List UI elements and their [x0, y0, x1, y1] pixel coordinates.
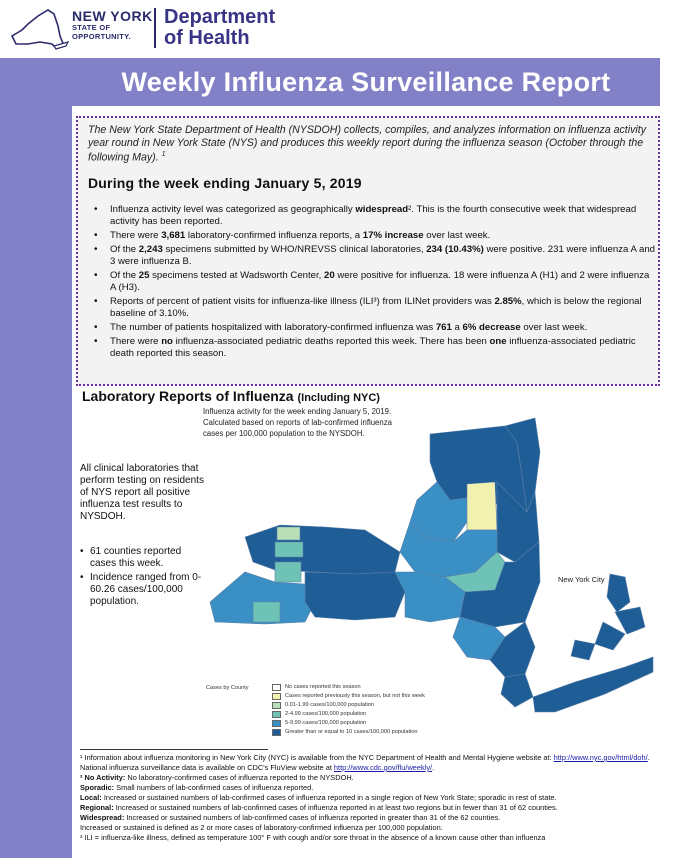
lab-description: All clinical laboratories that perform testing on residents of NYS report all positive influenza test results to NYSDOH.: [80, 463, 204, 522]
legend-swatch: [272, 711, 281, 718]
footnote-local: Local: Increased or sustained numbers of lab-confirmed cases of influenza reported in a single region of New York State; sporadic in rest of state.: [80, 793, 557, 802]
week-heading: During the week ending January 5, 2019: [88, 175, 362, 191]
intro-text: The New York State Department of Health (NYSDOH) collects, compiles, and analyzes information on influenza activity year round in New York State (NYS) and produces this weekly report during the influenza season (October through the following May).: [88, 124, 646, 164]
legend-label: 2-4.99 cases/100,000 population: [285, 711, 367, 717]
doh-wordmark: [164, 7, 275, 49]
map-region-staten-island: [571, 640, 595, 660]
legend-swatch: [272, 702, 281, 709]
lab-section-title-sub: (Including NYC): [297, 392, 380, 404]
new-york-state-outline-logo: [8, 6, 70, 52]
map-region-cattaraugus: [253, 602, 280, 622]
lab-section-title-main: Laboratory Reports of Influenza: [82, 388, 294, 404]
footnote-widespread: Widespread: Increased or sustained numbers of lab-confirmed cases of influenza reported in greater than 31 of the 62 counties.: [80, 813, 501, 822]
legend-row: [272, 719, 366, 727]
map-caption: [203, 406, 483, 439]
nys-wordmark-line2: STATE OF: [72, 23, 111, 32]
summary-bullet: • Influenza activity level was categorized as geographically widespread². This is the fourth consecutive week that widespread activity has been reported.: [90, 204, 656, 228]
legend-swatch: [272, 729, 281, 736]
nys-wordmark-line1: NEW YORK: [72, 8, 153, 24]
nys-wordmark: [72, 9, 153, 40]
map-region-genesee: [275, 542, 303, 557]
footnote-regional: Regional: Increased or sustained numbers of lab-confirmed cases of influenza reported in at least two regions but in fewer than 31 of 62 counties.: [80, 803, 558, 812]
lab-bullet: • 61 counties reported cases this week.: [80, 546, 210, 570]
summary-bullet: • There were no influenza-associated pediatric deaths reported this week. There has been one influenza-associated pediatric death reported this season.: [90, 336, 656, 360]
legend-label: Greater than or equal to 10 cases/100,000 population: [285, 729, 418, 735]
footnote-increased: Increased or sustained is defined as 2 or more cases of laboratory-confirmed influenza per 100,000 population.: [80, 823, 443, 832]
footnotes: [80, 753, 660, 843]
lab-bullets: [80, 546, 210, 610]
cdc-fluview-link[interactable]: http://www.cdc.gov/flu/weekly/: [333, 763, 433, 772]
map-region-brooklyn: [595, 622, 625, 650]
map-region-wyoming: [275, 562, 301, 582]
map-caption-line: Calculated based on reports of lab-confirmed influenza: [203, 418, 392, 427]
doh-wordmark-line1: Department: [164, 6, 276, 28]
map-region-long-island: [533, 657, 653, 712]
map-region-hamilton: [467, 482, 497, 530]
map-region-queens: [615, 607, 645, 634]
summary-bullets: [90, 204, 656, 362]
doh-wordmark-line2: of Health: [164, 27, 250, 49]
map-region-finger-lakes: [305, 572, 405, 620]
legend-row: [272, 710, 366, 718]
page-title: Weekly Influenza Surveillance Report: [121, 66, 611, 97]
summary-box: [76, 116, 660, 386]
summary-bullet: • There were 3,681 laboratory-confirmed influenza reports, a 17% increase over last week.: [90, 230, 656, 242]
lab-section-title: [82, 388, 380, 404]
legend-row: [272, 692, 425, 700]
nyc-map-label: New York City: [558, 575, 605, 584]
left-accent-bar: [0, 58, 72, 858]
map-region-orleans: [277, 527, 300, 540]
footnote-3: ³ ILI = influenza-like illness, defined as temperature 100° F with cough and/or sore throat in the absence of a known cause other than influenza: [80, 833, 546, 842]
intro-paragraph: [88, 124, 654, 164]
footnote-1: ¹ Information about influenza monitoring in New York City (NYC) is available from the NYC Department of Health and Mental Hygiene website at: http://www.nyc.gov/html/doh/. National influenza surveillance data is available on CDC's FluView website at http://www.cdc.gov/flu/weekly/.: [80, 753, 650, 772]
map-caption-line: Influenza activity for the week ending January 5, 2019.: [203, 407, 392, 416]
footnote-divider: [80, 749, 268, 750]
map-caption-line: cases per 100,000 population to the NYSDOH.: [203, 429, 365, 438]
legend-swatch: [272, 693, 281, 700]
summary-bullet: • Of the 25 specimens tested at Wadsworth Center, 20 were positive for influenza. 18 were influenza A (H1) and 2 were influenza A (H3).: [90, 270, 656, 294]
legend-row: [272, 701, 374, 709]
lab-bullet: • Incidence ranged from 0-60.26 cases/100,000 population.: [80, 572, 210, 608]
nys-wordmark-line3: OPPORTUNITY.: [72, 31, 132, 41]
nyc-doh-link[interactable]: http://www.nyc.gov/html/doh/: [553, 753, 648, 762]
page-header: [0, 0, 676, 58]
intro-footnote-ref: 1: [161, 151, 166, 158]
footnote-sporadic: Sporadic: Small numbers of lab-confirmed cases of influenza reported.: [80, 783, 314, 792]
legend-row: [272, 728, 417, 736]
legend-label: 5-9.99 cases/100,000 population: [285, 720, 367, 726]
legend-label: No cases reported this season: [285, 684, 361, 690]
footnote-2: ² No Activity: No laboratory-confirmed cases of influenza reported to the NYSDOH.: [80, 773, 354, 782]
legend-swatch: [272, 684, 281, 691]
summary-bullet: • Reports of percent of patient visits for influenza-like illness (ILI³) from ILINet providers was 2.85%, which is below the regional baseline of 3.10%.: [90, 296, 656, 320]
summary-bullet: • The number of patients hospitalized with laboratory-confirmed influenza was 761 a 6% decrease over last week.: [90, 322, 656, 334]
legend-swatch: [272, 720, 281, 727]
summary-bullet: • Of the 2,243 specimens submitted by WHO/NREVSS clinical laboratories, 234 (10.43%) were positive. 231 were influenza A and 3 were influenza B.: [90, 244, 656, 268]
map-region-western-north: [245, 525, 400, 574]
map-region-westchester: [501, 674, 533, 707]
map-region-manhattan-bronx: [607, 574, 630, 612]
legend-title: Cases by County: [206, 685, 249, 691]
legend-label: Cases reported previously this season, but not this week: [285, 693, 425, 699]
legend-row: [272, 683, 361, 691]
header-divider: [154, 8, 156, 48]
legend-label: 0.01-1.99 cases/100,000 population: [285, 702, 374, 708]
